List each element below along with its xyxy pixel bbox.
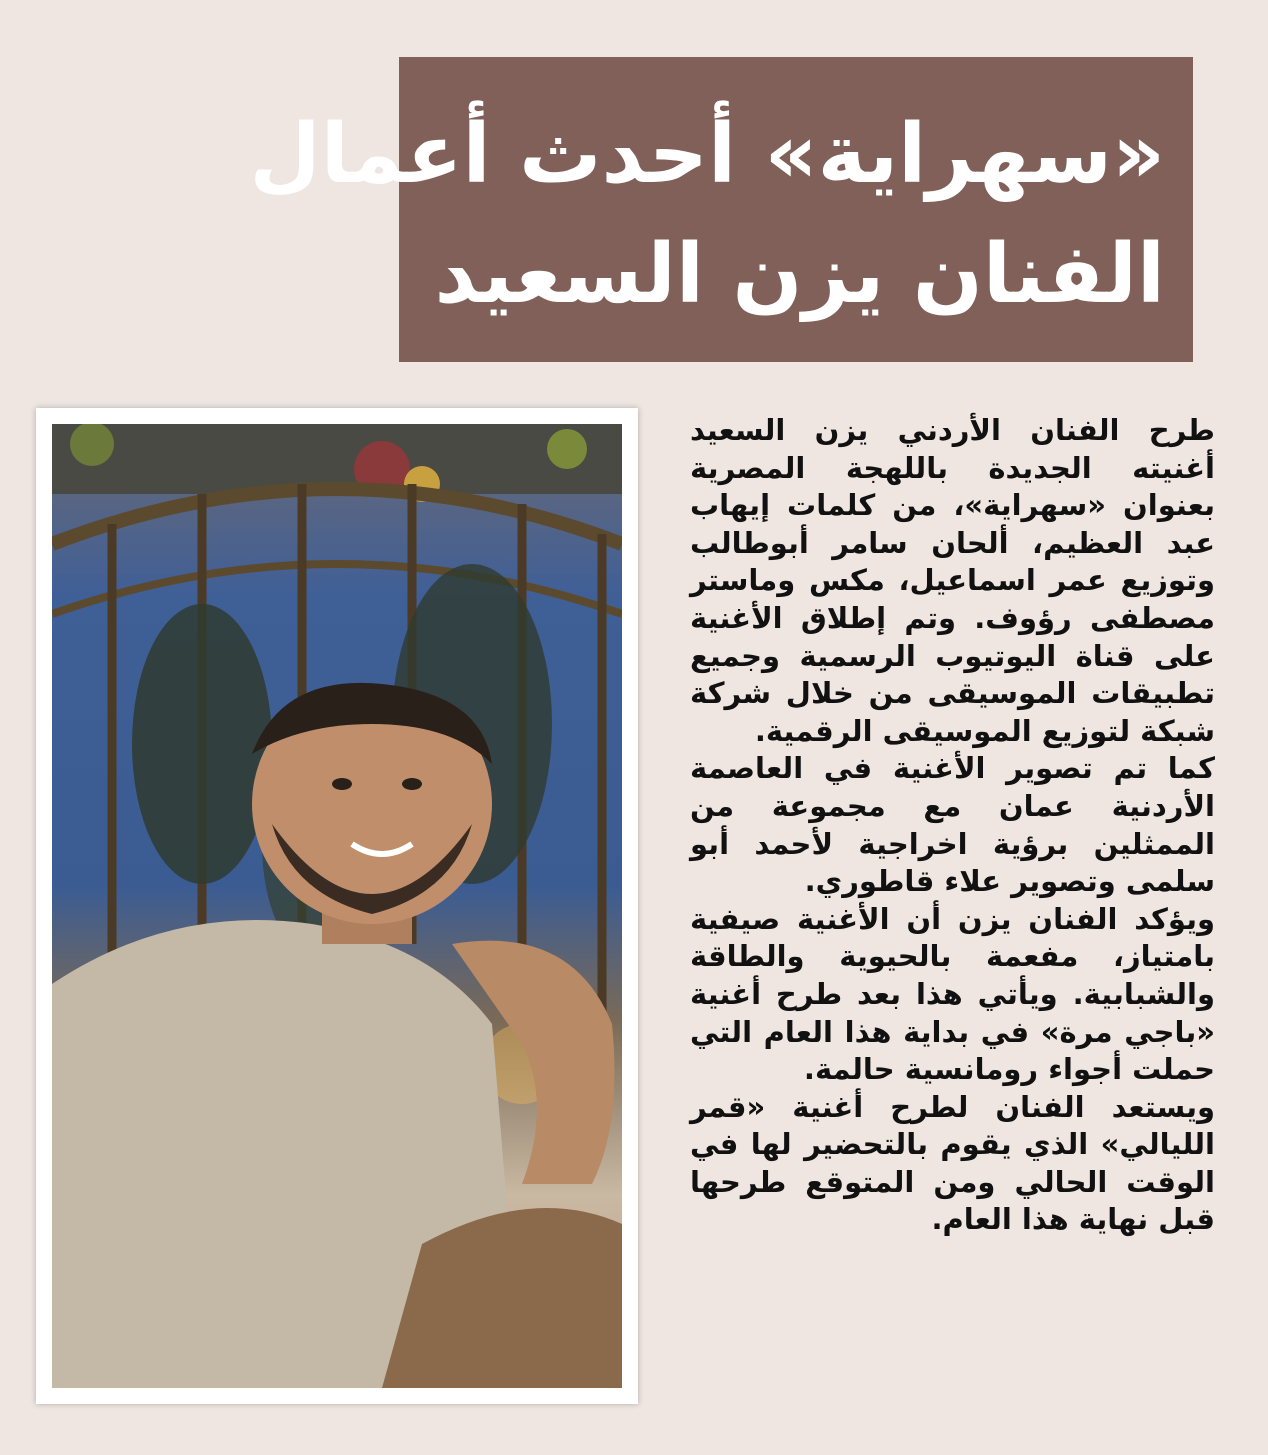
article-body — [690, 412, 1215, 1239]
article-paragraph-1: طرح الفنان الأردني يزن السعيد أغنيته الجديدة باللهجة المصرية بعنوان «سهراية»، من كلمات إيهاب عبد العظيم، ألحان سامر أبوطالب وتوزيع عمر اسماعيل، مكس وماستر مصطفى رؤوف. وتم إطلاق الأغنية على قناة اليوتيوب الرسمية وجميع تطبيقات الموسيقى من خلال شركة شبكة لتوزيع الموسيقى الرقمية. — [690, 413, 1215, 748]
article-paragraph-3: ويؤكد الفنان يزن أن الأغنية صيفية بامتياز، مفعمة بالحيوية والطاقة والشبابية. ويأتي هذا بعد طرح أغنية «باجي مرة» في بداية هذا العام التي حملت أجواء رومانسية حالمة. — [690, 901, 1215, 1087]
article-paragraph-4: ويستعد الفنان لطرح أغنية «قمر الليالي» الذي يقوم بالتحضير لها في الوقت الحالي ومن المتوقع طرحها قبل نهاية هذا العام. — [690, 1089, 1215, 1237]
article-paragraph-2: كما تم تصوير الأغنية في العاصمة الأردنية عمان مع مجموعة من الممثلين برؤية اخراجية لأحمد أبو سلمى وتصوير علاء قاطوري. — [690, 751, 1215, 899]
headline-line-2: الفنان يزن السعيد — [434, 227, 1165, 322]
headline-line-1: «سهراية» أحدث أعمال — [249, 107, 1165, 202]
photo-frame — [36, 408, 638, 1404]
artist-photo — [52, 424, 622, 1388]
headline-box — [249, 57, 1193, 362]
artist-photo-illustration — [52, 424, 622, 1388]
